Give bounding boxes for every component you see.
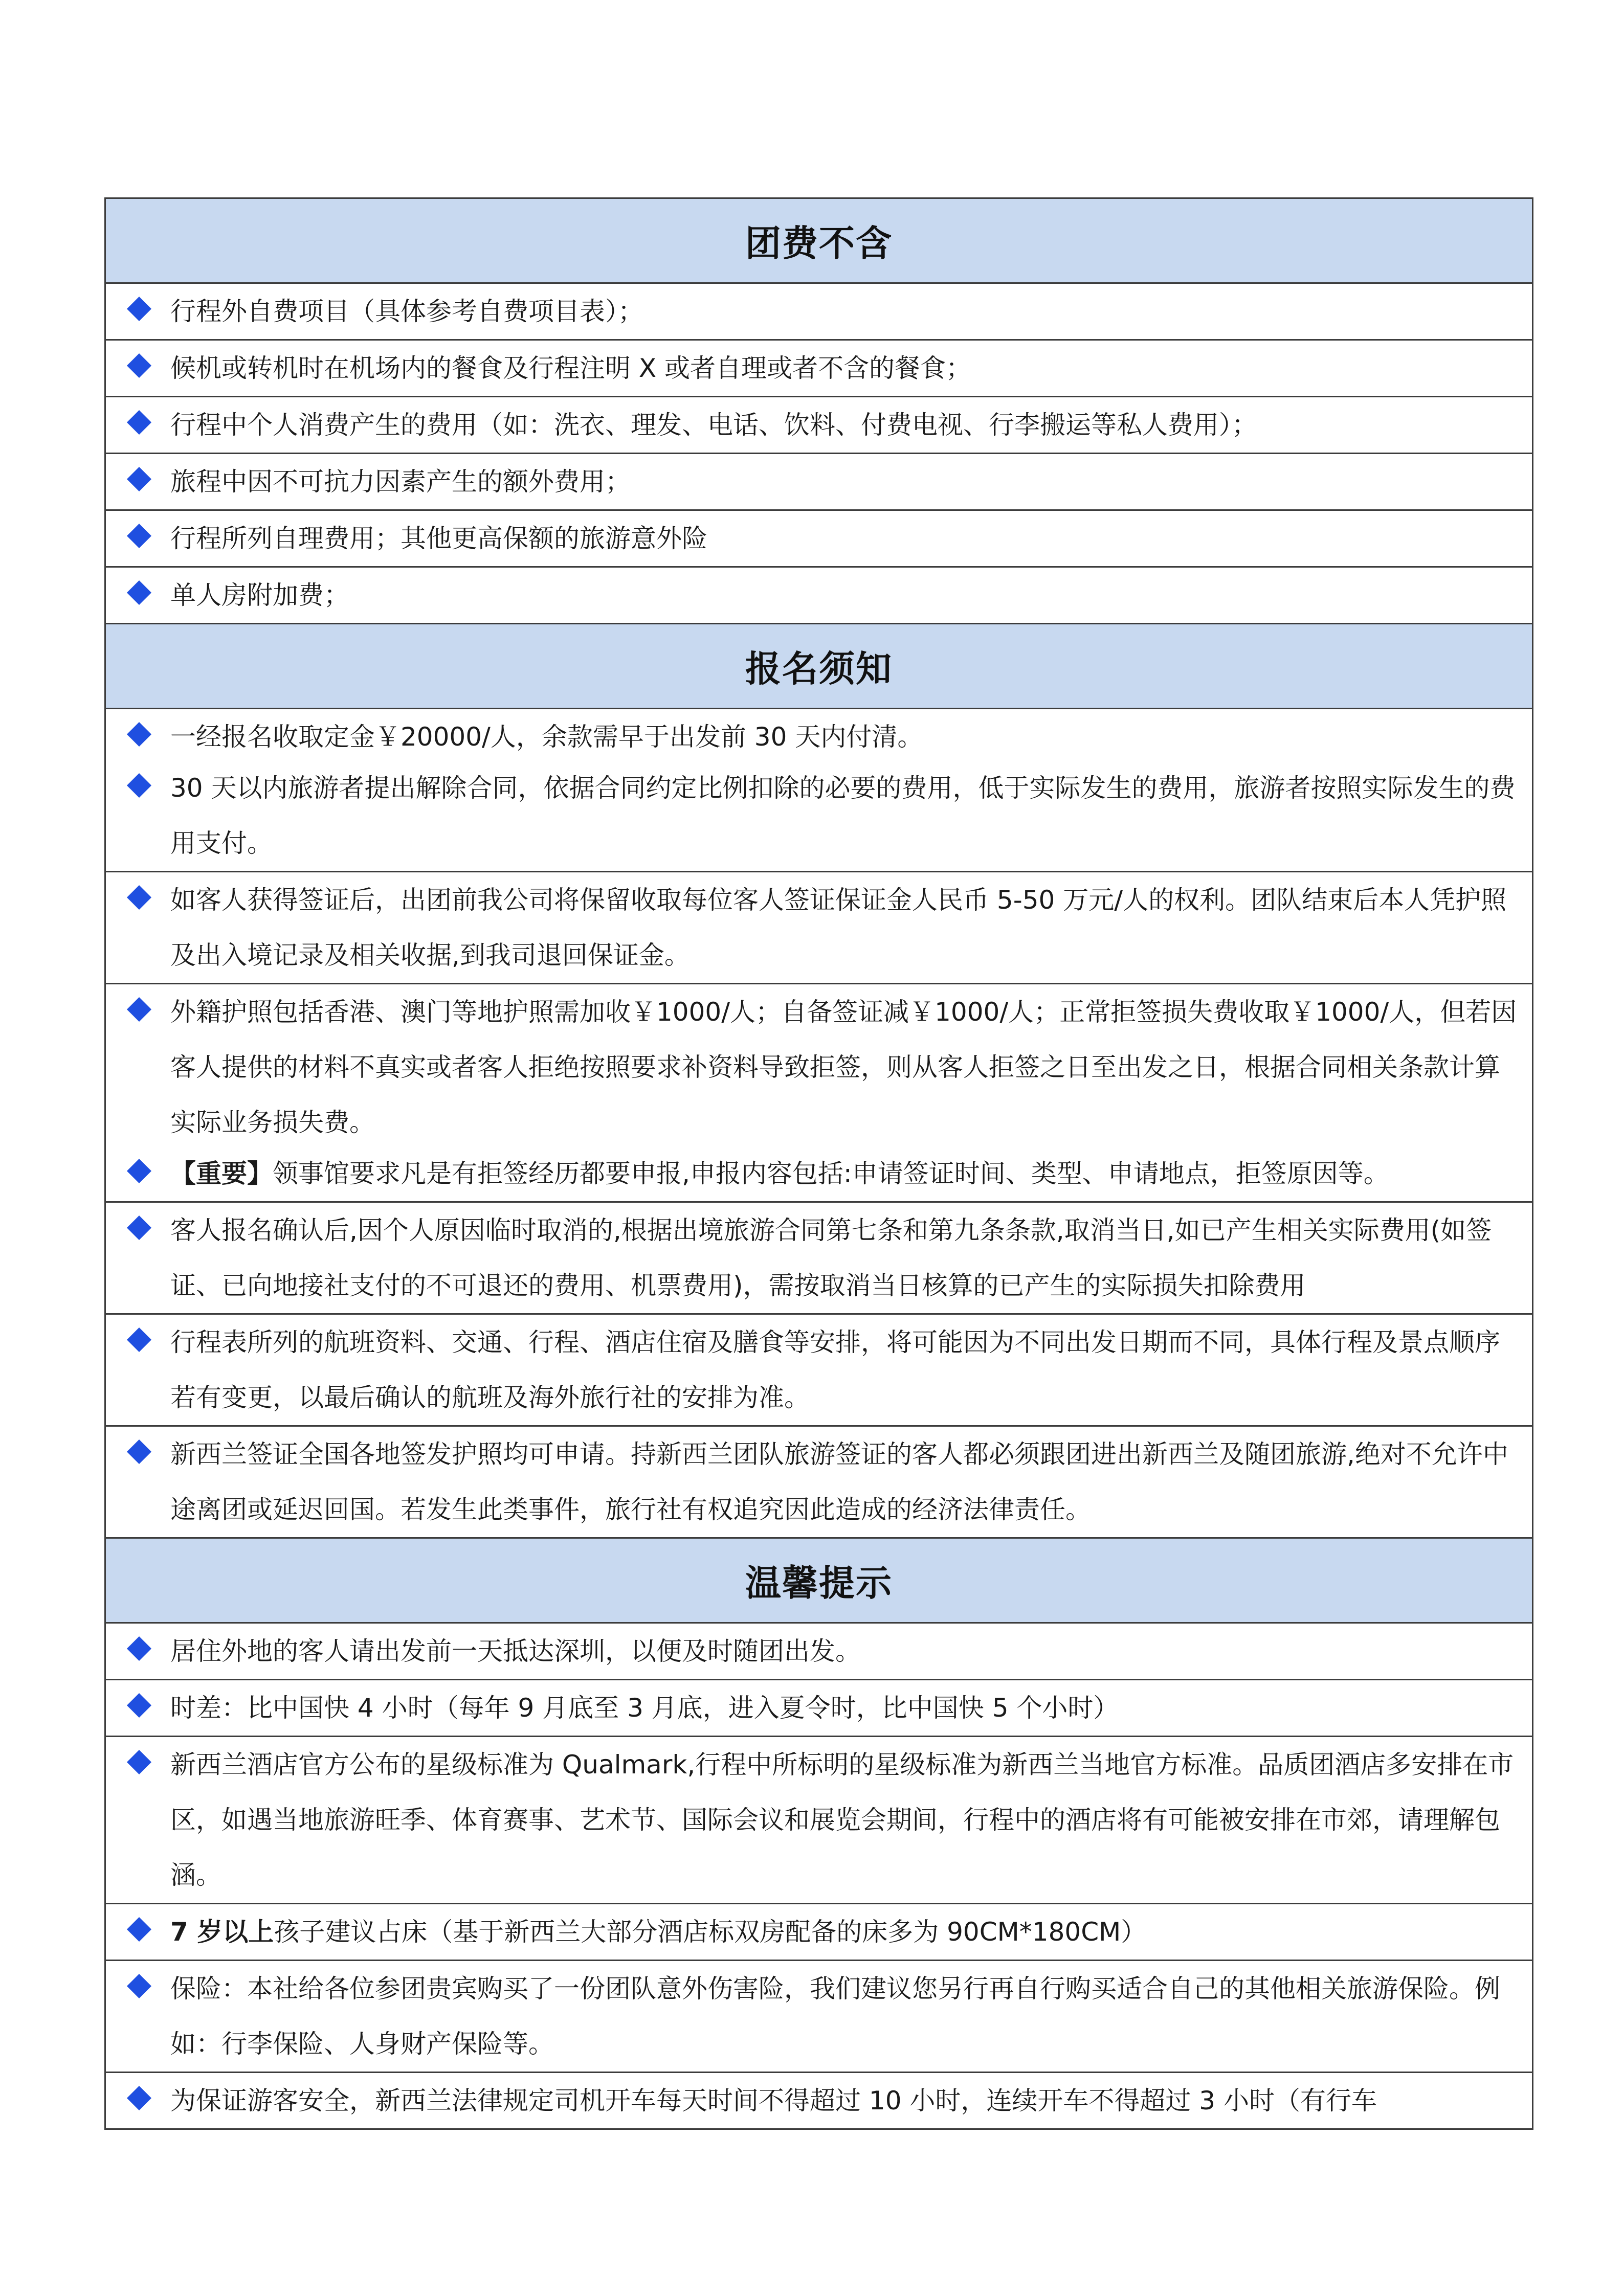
list-item [117,1319,1521,1425]
diamond-bullet-icon [117,572,170,623]
item-text: 外籍护照包括香港、澳门等地护照需加收￥1000/人；自备签证减￥1000/人；正常拒签损失费收取￥1000/人，但若因客人提供的材料不真实或者客人拒绝按照要求补资料导致拒签，则从客人拒签之日至出发之日，根据合同相关条款计算实际业务损失费。 [170,997,1517,1137]
table-row [106,511,1532,568]
diamond-bullet-icon [117,1319,170,1370]
list-item [117,1207,1521,1313]
item-text: 候机或转机时在机场内的餐食及行程注明 X 或者自理或者不含的餐食； [170,353,972,383]
item-text: 行程中个人消费产生的费用（如：洗衣、理发、电话、饮料、付费电视、行李搬运等私人费用）； [170,410,1257,440]
section-title: 报名须知 [745,648,893,690]
table-row [106,872,1532,984]
list-item [117,401,1521,453]
diamond-bullet-icon [117,288,170,339]
item-text: 30 天以内旅游者提出解除合同，依据合同约定比例扣除的必要的费用，低于实际发生的费用，旅游者按照实际发生的费用支付。 [170,773,1516,858]
list-item [117,345,1521,396]
table-row [106,1680,1532,1737]
diamond-bullet-icon [117,1150,170,1201]
item-text: 新西兰签证全国各地签发护照均可申请。持新西兰团队旅游签证的客人都必须跟团进出新西兰及随团旅游,绝对不允许中途离团或延迟回国。若发生此类事件，旅行社有权追究因此造成的经济法律责任。 [170,1439,1508,1524]
section-header-registration [106,624,1532,709]
item-text: 单人房附加费； [170,580,349,610]
diamond-bullet-icon [117,876,170,928]
important-label: 【重要】 [170,1159,273,1188]
item-text-body: 孩子建议占床（基于新西兰大部分酒店标双房配备的床多为 90CM*180CM） [274,1917,1147,1947]
item-text: 行程外自费项目（具体参考自费项目表）； [170,297,643,326]
table-row [106,2073,1532,2128]
item-text: 保险：本社给各位参团贵宾购买了一份团队意外伤害险，我们建议您另行再自行购买适合自己的其他相关旅游保险。例如：行李保险、人身财产保险等。 [170,1974,1500,2059]
list-item [117,572,1521,623]
list-item [117,1628,1521,1679]
diamond-bullet-icon [117,2077,170,2128]
item-text: 新西兰酒店官方公布的星级标准为 Qualmark,行程中所标明的星级标准为新西兰当地官方标准。品质团酒店多安排在市区，如遇当地旅游旺季、体育赛事、艺术节、国际会议和展览会期间，行程中的酒店将有可能被安排在市郊，请理解包涵。 [170,1750,1514,1890]
table-row [106,284,1532,341]
list-item [117,988,1521,1150]
table-row [106,1315,1532,1427]
diamond-bullet-icon [117,458,170,509]
diamond-bullet-icon [117,713,170,764]
table-row [106,341,1532,397]
item-text [170,1146,1521,1201]
section-title: 团费不含 [745,222,893,264]
list-item [117,2077,1521,2128]
diamond-bullet-icon [117,401,170,453]
list-item [117,1684,1521,1736]
table-row [106,1203,1532,1315]
list-item [117,288,1521,339]
diamond-bullet-icon [117,1684,170,1736]
diamond-bullet-icon [117,515,170,566]
item-text: 如客人获得签证后，出团前我公司将保留收取每位客人签证保证金人民币 5-50 万元/人的权利。团队结束后本人凭护照及出入境记录及相关收据,到我司退回保证金。 [170,885,1507,970]
notice-table [104,197,1533,2130]
list-item [117,876,1521,983]
table-row [106,454,1532,511]
section-title: 温馨提示 [745,1562,893,1604]
item-text-body: 领事馆要求凡是有拒签经历都要申报,申报内容包括:申请签证时间、类型、申请地点，拒签原因等。 [273,1159,1389,1188]
diamond-bullet-icon [117,345,170,396]
diamond-bullet-icon [117,988,170,1040]
list-item [117,1150,1521,1201]
table-row [106,1961,1532,2073]
diamond-bullet-icon [117,1741,170,1792]
item-text: 居住外地的客人请出发前一天抵达深圳，以便及时随团出发。 [170,1636,861,1666]
list-item [117,1965,1521,2072]
age-label: 7 岁以上 [170,1917,274,1947]
list-item [117,764,1521,871]
list-item [117,1741,1521,1903]
list-item [117,458,1521,509]
list-item [117,1908,1521,1960]
item-text: 行程所列自理费用；其他更高保额的旅游意外险 [170,524,707,553]
table-row [106,1737,1532,1904]
diamond-bullet-icon [117,1207,170,1258]
list-item [117,515,1521,566]
list-item [117,713,1521,764]
item-text: 客人报名确认后,因个人原因临时取消的,根据出境旅游合同第七条和第九条条款,取消当日,如已产生相关实际费用(如签证、已向地接社支付的不可退还的费用、机票费用)，需按取消当日核算的已产生的实际损失扣除费用 [170,1215,1492,1300]
table-row [106,709,1532,872]
item-text [170,1904,1521,1960]
item-text: 行程表所列的航班资料、交通、行程、酒店住宿及膳食等安排，将可能因为不同出发日期而不同，具体行程及景点顺序若有变更，以最后确认的航班及海外旅行社的安排为准。 [170,1327,1500,1412]
diamond-bullet-icon [117,764,170,816]
diamond-bullet-icon [117,1431,170,1482]
section-header-exclusions [106,199,1532,284]
list-item [117,1431,1521,1537]
item-text: 旅程中因不可抗力因素产生的额外费用； [170,467,631,497]
diamond-bullet-icon [117,1908,170,1960]
diamond-bullet-icon [117,1965,170,2016]
section-header-tips [106,1539,1532,1624]
table-row [106,1624,1532,1680]
table-row [106,1904,1532,1961]
table-row [106,568,1532,624]
item-text: 为保证游客安全，新西兰法律规定司机开车每天时间不得超过 10 小时，连续开车不得超过 3 小时（有行车 [170,2086,1377,2115]
table-row [106,397,1532,454]
item-text: 时差：比中国快 4 小时（每年 9 月底至 3 月底，进入夏令时，比中国快 5 个小时） [170,1693,1119,1723]
table-row [106,1427,1532,1539]
item-text: 一经报名收取定金￥20000/人，余款需早于出发前 30 天内付清。 [170,722,923,752]
table-row [106,984,1532,1203]
diamond-bullet-icon [117,1628,170,1679]
